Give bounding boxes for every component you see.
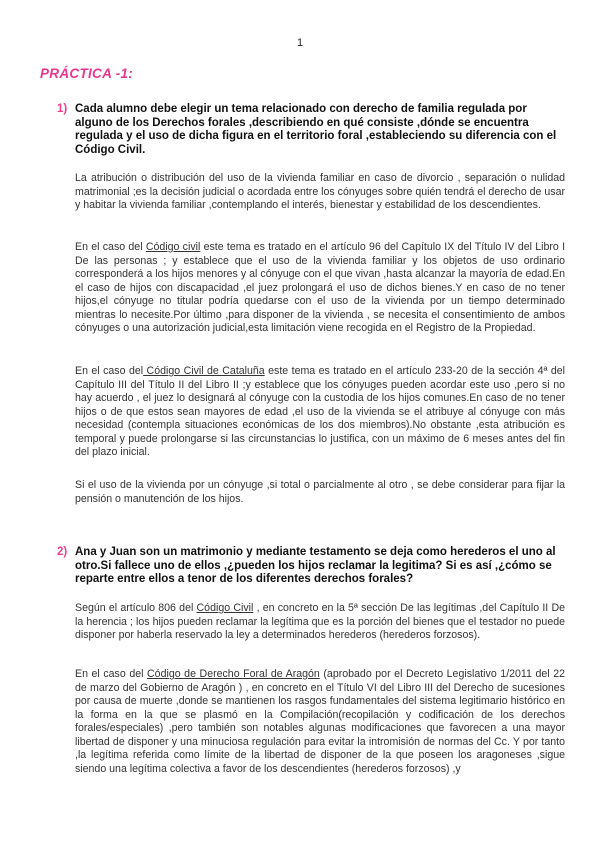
page-title: PRÁCTICA -1: <box>40 66 134 81</box>
paragraph-6-post: (aprobado por el Decreto Legislativo 1/2011 del 22 de marzo del Gobierno de Aragón ) , en concreto en el Título VI del Libro III del Derecho de sucesiones por causa de muerte ,donde se mantienen los rasgos fundamentales del sistema legitimario histórico en la forma en la que se plasmó en la Compilación(recopilación y codificación de los derechos forales/especiales) ,pero también son notables algunas modificaciones que favorecen a una mayor libertad de disponer y una minuciosa regulación para evitar la intromisión de normas del Cc. Y por tanto ,la legítima referida como límite de la libertad de disponer de la que poseen los aragoneses ,sigue siendo una legítima colectiva a favor de los descendientes (herederos forzosos) ,y <box>75 668 565 775</box>
codigo-civil-cataluna-link[interactable]: Código Civil de Cataluña <box>143 365 265 377</box>
paragraph-1: La atribución o distribución del uso de la vivienda familiar en caso de divorcio , separación o nulidad matrimonial ;es la decisión judicial o acordada entre los cónyuges sobre quién tendrá el derecho de usar y habitar la vivienda familiar ,contemplando el interés, bienestar y estabilidad de los descendientes. <box>75 172 565 211</box>
question-2-text: Ana y Juan son un matrimonio y mediante testamento se deja como herederos el uno al otro.Si fallece uno de ellos ,¿pueden los hijos reclamar la legitima? Si es así ,¿cómo se reparte entre ellos a tenor de los diferentes derechos forales? <box>75 546 556 585</box>
question-1-number: 1) <box>57 103 68 115</box>
paragraph-6-pre: En el caso del <box>75 668 148 680</box>
paragraph-2-post: este tema es tratado en el artículo 96 del Capítulo IX del Título IV del Libro I De las personas ; y establece que el uso de la vivienda familiar y los objetos de uso ordinario corresponderá a los hijos menores y al cónyuge con el que vivan ,hasta alcanzar la mayoría de edad.En el caso de hijos con discapacidad ,el juez prolongará el uso de dichos bienes.Y en caso de no tener hijos,el cónyuge no titular podría quedarse con el uso de la vivienda por un tiempo determinado mientras lo necesite.Por último ,para disponer de la vivienda , se necesita el consentimiento de ambos cónyuges o una autorización judicial,esta limitación viene recogida en el Registro de la Propiedad. <box>75 241 566 334</box>
paragraph-3 <box>75 365 565 460</box>
paragraph-6 <box>75 668 565 776</box>
paragraph-4: Si el uso de la vivienda por un cónyuge ,si total o parcialmente al otro , se debe considerar para fijar la pensión o manutención de los hijos. <box>75 479 565 505</box>
paragraph-2-pre: En el caso del <box>75 241 146 253</box>
paragraph-5-pre: Según el artículo 806 del <box>75 602 197 614</box>
paragraph-5-post: , en concreto en la 5ª sección De las legítimas ,del Capítulo II De la herencia ; los hijos pueden reclamar la legítima que es la porción del bienes que el testador no puede disponer por haberla reservado la ley a determinados herederos (herederos forzosos). <box>75 602 565 641</box>
question-2-number: 2) <box>57 546 68 558</box>
question-1-text: Cada alumno debe elegir un tema relacionado con derecho de familia regulada por alguno de los Derechos forales ,describiendo en qué consiste ,dónde se encuentra regulada y el uso de dicha figura en el territorio foral ,estableciendo su diferencia con el Código Civil. <box>75 103 557 156</box>
paragraph-2 <box>75 241 565 336</box>
paragraph-5 <box>75 602 565 643</box>
codigo-foral-aragon-link[interactable]: Código de Derecho Foral de Aragón <box>147 668 320 680</box>
codigo-civil-link[interactable]: Código civil <box>145 241 201 253</box>
codigo-civil-link-2[interactable]: Código Civil <box>196 602 254 614</box>
paragraph-3-post: este tema es tratado en el artículo 233-20 de la sección 4ª del Capítulo III del Título II del Libro II ;y establece que los cónyuges pueden acordar este uso ,pero si no hay acuerdo , el juez lo designará al cónyuge con la custodia de los hijos comunes.En caso de no tener hijos o de que estos sean mayores de edad ,el uso de la vivienda se el atribuye al cónyuge con más necesidad (contempla situaciones económicas de los dos miembros).No obstante ,esta atribución es temporal y puede prolongarse si las circunstancias lo justifica, con un máximo de 6 meses antes del fin del plazo inicial. <box>75 365 565 458</box>
page-number: 1 <box>296 37 304 49</box>
paragraph-3-pre: En el caso del <box>75 365 144 377</box>
